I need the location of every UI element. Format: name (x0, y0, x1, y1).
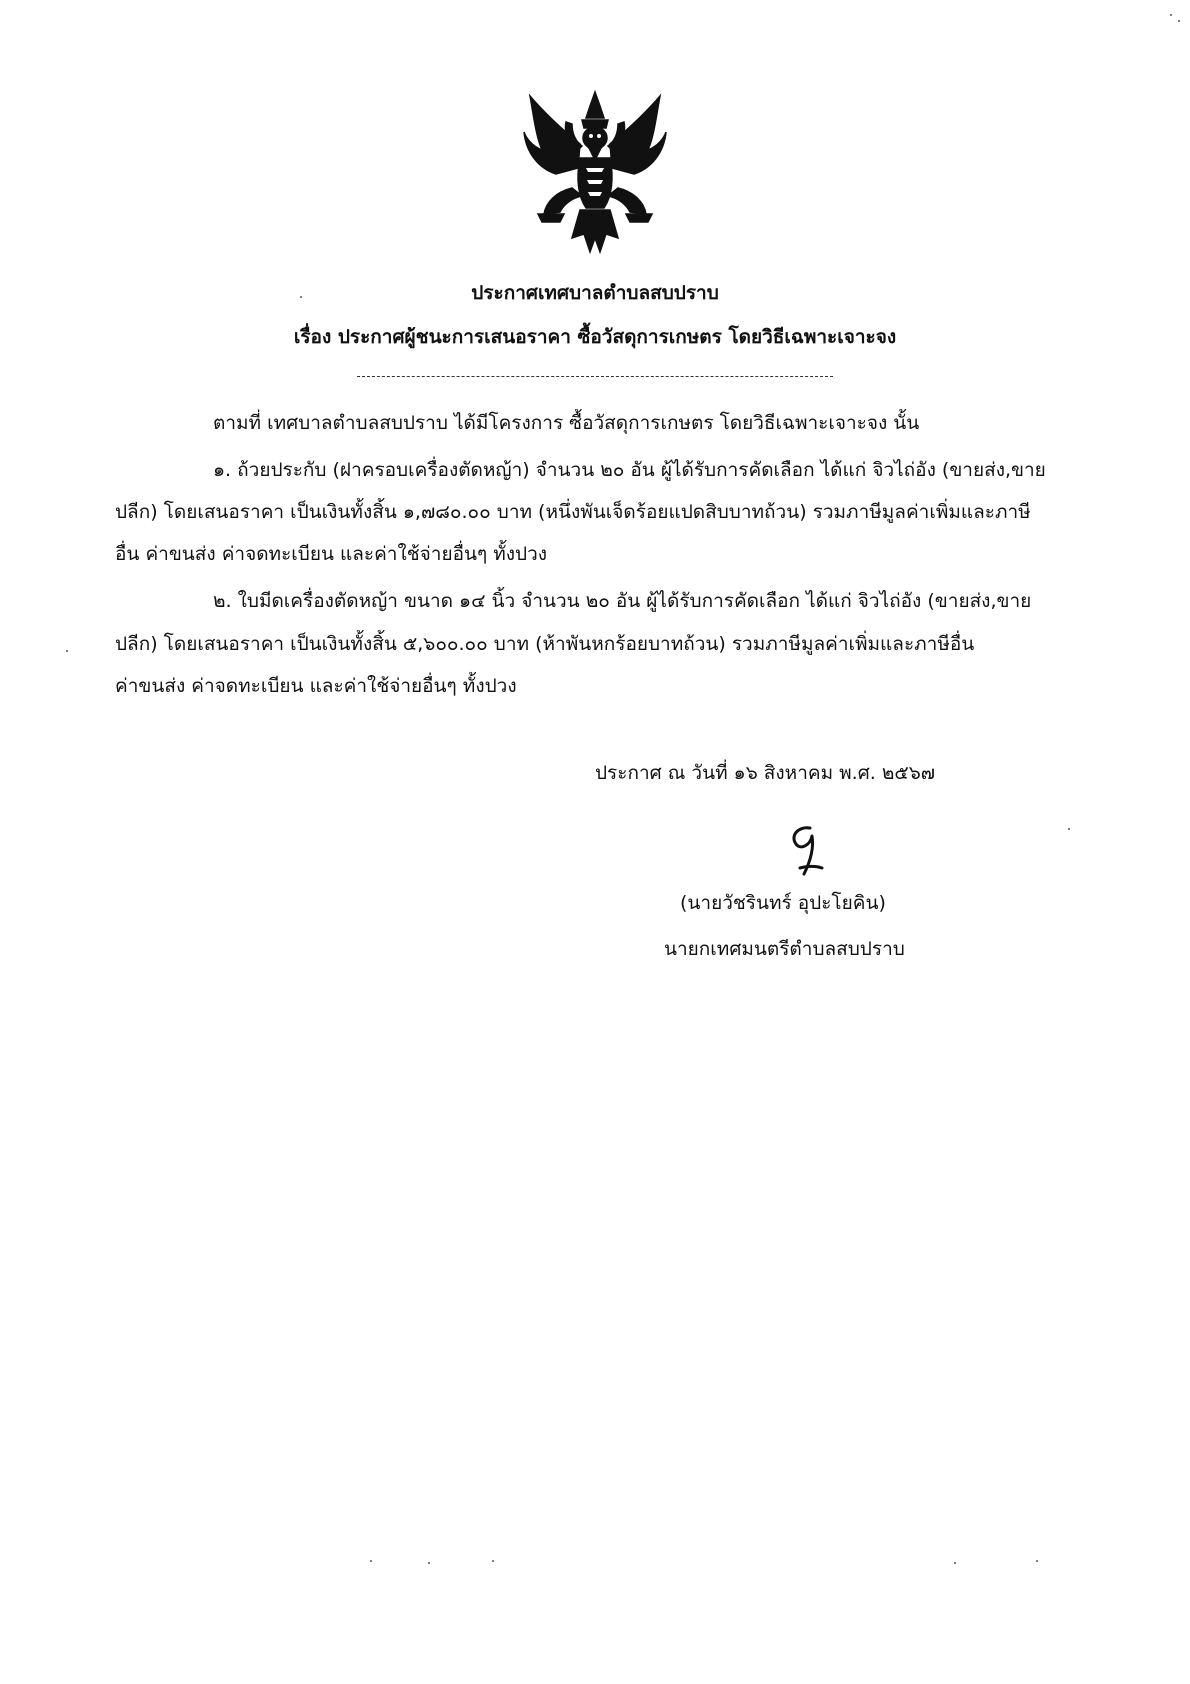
scan-speck (1178, 20, 1180, 22)
scan-speck (428, 1562, 430, 1564)
body-line: อื่น ค่าขนส่ง ค่าจดทะเบียน และค่าใช้จ่ายอื่นๆ ทั้งปวง (115, 543, 548, 565)
signer-name: (นายวัชรินทร์ อุปะโยคิน) (680, 892, 886, 914)
garuda-emblem-icon (520, 88, 670, 262)
announcement-date: ประกาศ ณ วันที่ ๑๖ สิงหาคม พ.ศ. ๒๕๖๗ (595, 762, 936, 784)
scan-speck (300, 296, 302, 298)
body-line: ๒. ใบมีดเครื่องตัดหญ้า ขนาด ๑๔ นิ้ว จำนวน ๒๐ อัน ผู้ได้รับการคัดเลือก ได้แก่ จิวไถ่อัง (ขายส่ง,ขาย (213, 590, 1032, 612)
scan-speck (492, 1560, 494, 1562)
body-line: ค่าขนส่ง ค่าจดทะเบียน และค่าใช้จ่ายอื่นๆ ทั้งปวง (115, 675, 517, 697)
handwritten-signature (770, 822, 840, 886)
announcement-title: ประกาศเทศบาลตำบลสบปราบ (471, 282, 719, 304)
signer-position: นายกเทศมนตรีตำบลสบปราบ (664, 938, 905, 960)
body-line: ๑. ถ้วยประกับ (ฝาครอบเครื่องตัดหญ้า) จำนวน ๒๐ อัน ผู้ได้รับการคัดเลือก ได้แก่ จิวไถ่อัง (ขายส่ง,ขาย (213, 459, 1046, 481)
scan-speck (370, 1560, 372, 1562)
scan-speck (954, 1562, 956, 1564)
scan-speck (1170, 14, 1172, 16)
body-line: ปลีก) โดยเสนอราคา เป็นเงินทั้งสิ้น ๕,๖๐๐.๐๐ บาท (ห้าพันหกร้อยบาทถ้วน) รวมภาษีมูลค่าเพิ่มและภาษีอื่น (115, 633, 975, 655)
scan-speck (1036, 1560, 1038, 1562)
body-line: ปลีก) โดยเสนอราคา เป็นเงินทั้งสิ้น ๑,๗๘๐.๐๐ บาท (หนึ่งพันเจ็ดร้อยแปดสิบบาทถ้วน) รวมภาษีมูลค่าเพิ่มและภาษี (115, 501, 1031, 523)
scan-speck (1068, 828, 1070, 830)
announcement-subject: เรื่อง ประกาศผู้ชนะการเสนอราคา ซื้อวัสดุการเกษตร โดยวิธีเฉพาะเจาะจง (293, 326, 897, 348)
body-line: ตามที่ เทศบาลตำบลสบปราบ ได้มีโครงการ ซื้อวัสดุการเกษตร โดยวิธีเฉพาะเจาะจง นั้น (213, 412, 920, 434)
title-divider (357, 376, 833, 377)
scan-speck (66, 650, 68, 652)
